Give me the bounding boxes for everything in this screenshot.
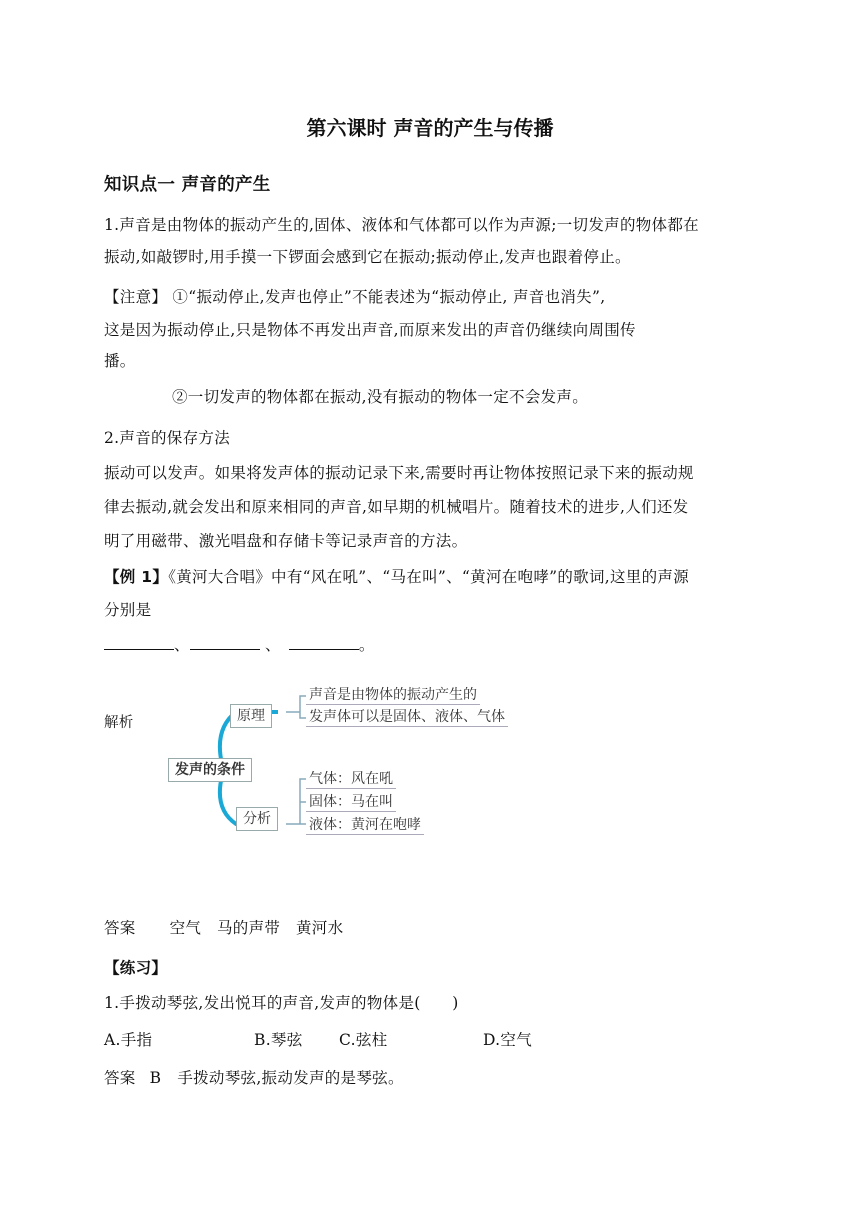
fill-blank xyxy=(104,635,174,650)
fill-blank xyxy=(190,635,260,650)
options-row xyxy=(104,1030,532,1050)
mind-map-leaf: 发声体可以是固体、液体、气体 xyxy=(306,708,508,727)
practice-heading: 【练习】 xyxy=(104,959,168,977)
page-title: 第六课时 声音的产生与传播 xyxy=(306,116,554,140)
blank-separator: 、 xyxy=(174,636,190,654)
answer-text: 空气 马的声带 黄河水 xyxy=(169,919,344,937)
answer-blanks xyxy=(104,635,375,655)
mind-map-leaf: 液体：黄河在咆哮 xyxy=(306,816,424,835)
paragraph-line: 振动,如敲锣时,用手摸一下锣面会感到它在振动;振动停止,发声也跟着停止。 xyxy=(104,248,631,266)
mind-map-center-node: 发声的条件 xyxy=(168,758,252,782)
option-a: A.手指 xyxy=(104,1031,153,1049)
practice-question: 1.手拨动琴弦,发出悦耳的声音,发声的物体是( ) xyxy=(104,994,459,1012)
example-question xyxy=(104,567,689,587)
option-b: B.琴弦 xyxy=(254,1031,303,1049)
note-line: 【注意】 ①“振动停止,发声也停止”不能表述为“振动停止, 声音也消失”, xyxy=(104,288,606,306)
mind-map-leaf: 气体：风在吼 xyxy=(306,770,396,789)
note-line: 播。 xyxy=(104,352,136,370)
mind-map xyxy=(160,684,540,854)
mind-map-leaf: 固体：马在叫 xyxy=(306,793,396,812)
blank-end: 。 xyxy=(358,636,375,654)
paragraph-line: 明了用磁带、激光唱盘和存储卡等记录声音的方法。 xyxy=(104,532,468,550)
subsection-title: 2.声音的保存方法 xyxy=(104,429,230,447)
answer-label: 答案 xyxy=(104,919,136,937)
note-line: 这是因为振动停止,只是物体不再发出声音,而原来发出的声音仍继续向周围传 xyxy=(104,321,636,339)
example-line: 分别是 xyxy=(104,601,152,619)
analysis-label: 解析 xyxy=(104,715,134,731)
answer-explanation: 手拨动琴弦,振动发声的是琴弦。 xyxy=(177,1069,404,1087)
connector-line xyxy=(286,779,306,824)
mind-map-branch-node: 分析 xyxy=(236,807,278,831)
paragraph-line: 1.声音是由物体的振动产生的,固体、液体和气体都可以作为声源;一切发声的物体都在 xyxy=(104,216,699,234)
practice-answer-row xyxy=(104,1068,404,1088)
paragraph-line: 律去振动,就会发出和原来相同的声音,如早期的机械唱片。随着技术的进步,人们还发 xyxy=(104,498,689,516)
fill-blank xyxy=(289,635,359,650)
answer-label: 答案 xyxy=(104,1069,136,1087)
note-line: ②一切发声的物体都在振动,没有振动的物体一定不会发声。 xyxy=(172,388,589,406)
mind-map-leaf: 声音是由物体的振动产生的 xyxy=(306,686,480,705)
paragraph-line: 振动可以发声。如果将发声体的振动记录下来,需要时再让物体按照记录下来的振动规 xyxy=(104,464,694,482)
answer-choice: B xyxy=(149,1069,162,1087)
connector-line xyxy=(286,696,306,718)
section-heading: 知识点一 声音的产生 xyxy=(104,175,271,195)
blank-separator: 、 xyxy=(259,636,281,654)
example-text: 《黄河大合唱》中有“风在吼”、“马在叫”、“黄河在咆哮”的歌词,这里的声源 xyxy=(168,568,690,586)
option-c: C.弦柱 xyxy=(339,1031,388,1049)
answer-row xyxy=(104,918,343,938)
mind-map-branch-node: 原理 xyxy=(230,704,272,728)
example-label: 【例 1】 xyxy=(104,568,169,586)
option-d: D.空气 xyxy=(483,1031,533,1049)
